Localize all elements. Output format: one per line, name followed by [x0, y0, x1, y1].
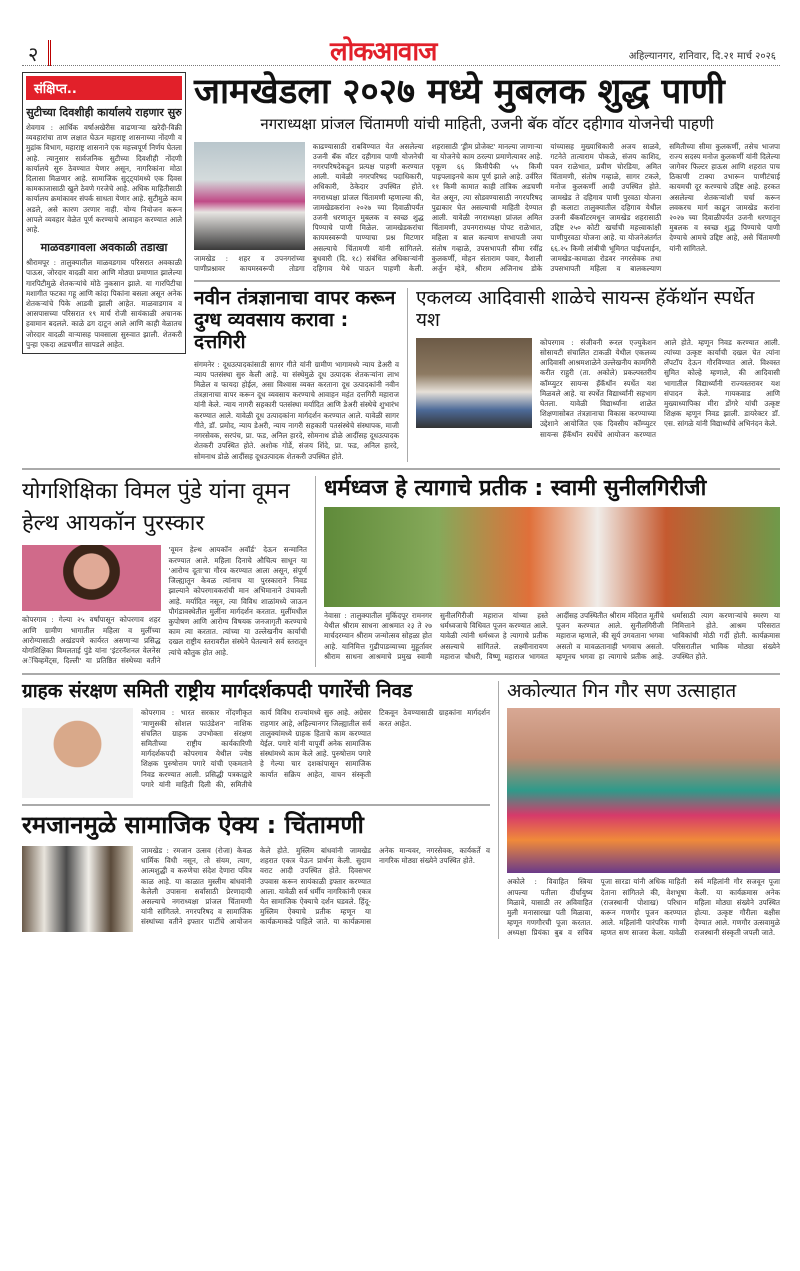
- lead-article: [194, 142, 780, 275]
- grahak-content: [22, 708, 490, 798]
- middle-section: [22, 476, 780, 667]
- brief-label: संक्षिप्त..: [26, 76, 182, 100]
- brief-body: श्रीरामपूर : तालुक्यातील माळवडगाव परिसरात अवकाळी पाऊस, जोरदार वादळी वारा आणि मोठ्या प्रमाणात झालेल्या गारपिटीमुळे शेतकऱ्यांचे मोठे नुकसान झाले. या गारपिटीचा मशागीत फटका गहू आणि कांदा पिकांना बसला असून अनेक शेतकऱ्यांचे पिके आडवी झाली आहेत. माळवाडगाव व आसपासच्या परिसरात १९ मार्च रोजी सायंकाळी अचानक हवामान बदलले. काळे ढग दाटून आले आणि काही वेळातच जोरदार वादळी वाऱ्यासह पावसाला सुरुवात झाली. शेतकरी पुन्हा एकदा अडचणीत सापडले आहेत.: [26, 258, 182, 349]
- brief-title: सुटीच्या दिवशीही कार्यालये राहणार सुरु: [26, 106, 182, 119]
- divider: [194, 280, 780, 282]
- ramzan-body: जामखेड : रमजान उत्सव (रोजा) केवळ धार्मिक विधी नसून, तो संयम, त्याग, आत्मशुद्धी व करुणेचा संदेश देणारा पवित्र काळ आहे. या काळात मुस्लीम बांधवांनी केलेली उपासना सर्वांसाठी प्रेरणादायी असल्याचे नगराध्यक्षा प्रांजल चिंतामणी यांनी सांगितले. नगरपरिषद व सामाजिक संस्थांच्या वतीने इफ्तार पार्टीचे आयोजन केले होते. मुस्लिम बांधवांनी जामखेड शहरात एकत्र येऊन प्रार्थना केली. सुदाम वराट आदी उपस्थित होते. दिवसभर उपवास करून सायंकाळी इफ्तार करण्यात आला. यावेळी सर्व धर्मीय नागरिकांनी एकत्र येत सामाजिक ऐक्याचे दर्शन घडवले. हिंदू-मुस्लिम ऐक्याचे प्रतीक म्हणून या कार्यक्रमाकडे पाहिले जाते. या कार्यक्रमास अनेक मान्यवर, नगरसेवक, कार्यकर्ते व नागरिक मोठ्या संख्येने उपस्थित होते.: [141, 845, 490, 927]
- dateline: अहिल्यानगर, शनिवार, दि.२१ मार्च २०२६: [628, 51, 776, 62]
- top-section: [22, 72, 780, 462]
- eklavya-content: [416, 338, 780, 440]
- dharma-body: नेवासा : तालुक्यातील मुकिंदपूर रामनगर येथील श्रीराम साधना आश्रमात २३ ते २७ मार्चदरम्यान श्रीराम जन्मोत्सव सोहळा होत आहे. यानिमित्त गुढीपाडव्याच्या मुहूर्तावर श्रीराम साधना आश्रमाचे प्रमुख स्वामी सुनीलगिरीजी महाराज यांच्या हस्ते धर्मध्वजाचे विधिवत पूजन करण्यात आले. यावेळी त्यांनी धर्मध्वज हे त्यागाचे प्रतीक असल्याचे सांगितले. लक्ष्मीनारायण महाराज चौधरी, विष्णू महाराज भागवत आदींसह उपस्थितीत श्रीराम मंदिरात मूर्तीचे पूजन करण्यात आले. सुनीलगिरीजी महाराज म्हणाले, की सूर्य उगवताना भगवा असतो व मावळतानाही भगवाच असतो. म्हणूनच भगवा हा त्यागाचे प्रतीक आहे. धर्मासाठी त्याग करणाऱ्यांचे स्मरण या निमित्ताने होते. आश्रम परिसरात भाविकांची मोठी गर्दी होती. कार्यक्रमास परिसरातील भाविक मोठ्या संख्येने उपस्थित होते.: [324, 611, 780, 661]
- page-number: २: [28, 40, 51, 66]
- divider: [22, 804, 490, 806]
- lead-subheadline: नगराध्यक्षा प्रांजल चिंतामणी यांची माहिती, उजनी बॅक वॉटर दहीगाव योजनेची पाहणी: [260, 115, 714, 134]
- yoga-content: [22, 545, 307, 666]
- dharma-article: [324, 476, 780, 662]
- yoga-body: कोपरगाव : गेल्या २५ वर्षांपासून कोपरगाव शहर आणि ग्रामीण भागातील महिला व मुलींच्या आरोग्यासाठी अखंडपणे कार्यरत असणाऱ्या प्रसिद्ध योगशिक्षिका विमलताई पुंडे यांना 'इंटरनॅशनल वेलनेस अॅचिव्हमेंट्स, दिल्ली' या प्रतिष्ठित संस्थेच्या वतीने 'वूमन हेल्थ आयकॉन अवॉर्ड' देऊन सन्मानित करण्यात आले. महिला दिनाचे औचित्य साधून या 'आरोग्य दूता'चा गौरव करण्यात आला असून, संपूर्ण जिल्ह्यातून केवळ त्यांनाच या पुरस्काराने निवड झाल्याने कोपरगावकरांची मान अभिमानाने उंचावली आहे. मर्यादित नसून, त्या विविध शाळांमध्ये जाऊन पौगंडावस्थेतील मुलींना मार्गदर्शन करतात. मुलींमधील कुपोषण आणि आरोग्य विषयक जनजागृती करण्याचे काम त्या करतात. त्यांच्या या उल्लेखनीय कार्याची दखल राष्ट्रीय स्तरावरील संस्थेने घेतल्याने सर्व स्तरातून त्यांचे कौतुक होत आहे.: [22, 545, 307, 666]
- lead-section: [194, 72, 780, 462]
- second-section: [194, 288, 780, 462]
- eklavya-body: कोपरगाव : संजीवनी रूरल एज्युकेशन सोसायटी संचालित टाकळी येथील एकलव्य आदिवासी आश्रमशाळेने उल्लेखनीय कामगिरी करीत राहुरी (ता. अकोले) प्रकल्पस्तरीय कॉम्प्युटर सायन्स हॅकॅथॉन स्पर्धेत यश मिळवले आहे. या स्पर्धेत विद्यार्थ्यांनी सहभाग घेतला. यावेळी विद्यार्थ्यांना शाळेत शिक्षणासोबत तंत्रज्ञानाचा विकास करण्याच्या उद्देशाने आयोजित एक दिवसीय कॉम्प्युटर सायन्स हॅकॅथॉन स्पर्धेचे आयोजन करण्यात आले होते. म्हणून निवड करण्यात आली. त्यांच्या उत्कृष्ट कार्याची दखल घेत त्यांना लॅपटॉप देऊन गौरविण्यात आले. विश्वस्त सुमित कोल्हे म्हणाले, की आदिवासी भागातील विद्यार्थ्यांनी राज्यस्तरावर यश संपादन केले. गायकवाड आणि मुख्याध्यापिका मीरा डोंगरे यांची उत्कृष्ट शिक्षक म्हणून निवड झाली. डायरेक्टर डॉ. एस. सांगळे यांनी विद्यार्थ्यांचे अभिनंदन केले.: [540, 337, 780, 439]
- yoga-article: [22, 476, 307, 667]
- dharma-headline: धर्मध्वज हे त्यागाचे प्रतीक : स्वामी सुनीलगिरीजी: [324, 475, 707, 501]
- divider: [407, 288, 408, 462]
- ramzan-headline: रमजानमुळे सामाजिक ऐक्य : चिंतामणी: [22, 811, 364, 840]
- brief-body: शेवगाव : आर्थिक वर्षाअखेरीस वाढणाऱ्या खरेदी-विक्री व्यवहारांचा ताण लक्षात घेऊन महाराष्ट्र शासनाच्या नोंदणी व मुद्रांक विभाग, महाराष्ट्र शासनाने एक महत्त्वपूर्ण निर्णय घेतला आहे. त्यानुसार सार्वजनिक सुटीच्या दिवशीही नोंदणी कार्यालये सुरु ठेवण्यात येणार असून, नागरिकांना मोठा दिलासा मिळणार आहे. सामाजिक सुट्ट्यांमध्ये एक दिवस कामकाजासाठी खुले ठेवणे गरजेचे आहे. अधिक माहितीसाठी कार्यालय क्रमांकावर संपर्क साधता येणार आहे. सुटीमुळे काम अडले, असे कारण उरणार नाही. योग्य नियोजन करून आपले व्यवहार वेळेत पूर्ण करण्याचे आवाहन करण्यात आले आहे.: [26, 123, 182, 235]
- grahak-body: कोपरगाव : भारत सरकार नोंदणीकृत 'माणुसकी सोशल फाउंडेशन' नाशिक संचलित ग्राहक उपभोक्ता संरक्षण समितीच्या राष्ट्रीय कार्यकारिणी मार्गदर्शकपदी कोपरगाव येथील ज्येष्ठ शिक्षक पुरुषोत्तम पगारे यांची एकमताने निवड करण्यात आली. प्रसिद्धी पत्रकाद्वारे पगारे यांनी माहिती दिली की, समितीचे कार्य विविध राज्यांमध्ये सुरु आहे. अग्रेसर राहणार आहे, अहिल्यानगर जिल्ह्यातील सर्व तालुक्यांमध्ये ग्राहक हिताचे काम करण्यात येईल. पगारे यांनी यापूर्वी अनेक सामाजिक संस्थांमध्ये काम केले आहे. पुरुषोत्तम पगारे हे गेल्या चार दशकांपासून सामाजिक कार्यात सक्रिय आहेत, वाचन संस्कृती टिकवून ठेवण्यासाठी ग्राहकांना मार्गदर्शन करत आहेत.: [141, 708, 490, 789]
- brief-box: [22, 72, 186, 354]
- yoga-headline: योगशिक्षिका विमल पुंडे यांना वूमन हेल्थ आयकॉन पुरस्कार: [22, 478, 290, 536]
- dairy-article: [194, 288, 399, 462]
- bottom-left: [22, 681, 490, 932]
- brief-title: माळवडगावला अवकाळी तडाखा: [40, 241, 168, 255]
- grahak-photo: [22, 708, 133, 798]
- lead-photo: [194, 142, 305, 250]
- ramzan-content: [22, 846, 490, 932]
- dharma-photo: [324, 507, 780, 607]
- akole-photo: [507, 708, 780, 873]
- divider: [22, 673, 780, 675]
- ramzan-photo: [22, 846, 133, 932]
- dairy-headline: नवीन तंत्रज्ञानाचा वापर करून दुग्ध व्यवसाय करावा : दत्तगिरी: [194, 287, 396, 353]
- grahak-headline: ग्राहक संरक्षण समिती राष्ट्रीय मार्गदर्शकपदी पगारेंची निवड: [22, 679, 413, 702]
- lead-body: जामखेड : शहर व उपनगरांच्या पाणीप्रश्नावर कायमस्वरूपी तोडगा काढण्यासाठी राबविण्यात येत असलेल्या उजनी बॅक वॉटर दहीगाव पाणी योजनेची नगरपरिषदेकडून प्रत्यक्ष पाहणी करण्यात आली. यावेळी नगरपरिषद पदाधिकारी, अधिकारी, ठेकेदार उपस्थित होते. नगराध्यक्षा प्रांजल चिंतामणी म्हणाल्या की, जामखेडकरांना २०२७ च्या दिवाळीपर्यंत उजनी धरणातून मुबलक व स्वच्छ शुद्ध पिण्याचे पाणी मिळेल. जामखेडकरांचा कायमस्वरूपी पाण्याचा प्रश्न मिटणार असल्याचे चिंतामणी यांनी सांगितले. बुधवारी (दि. १८) संबंधित अधिकाऱ्यांनी दहिगाव येथे पाऊन पाहणी केली. शहरासाठी 'ड्रीम प्रोजेक्ट' मानल्या जाणाऱ्या या योजनेचे काम ठरल्या प्रमाणेत्यावर आहे. एकूण ६६ किमीपैकी ५५ किमी पाइपलाइनचे काम पूर्ण झाले आहे. उर्वरित ११ किमी कामात काही तांत्रिक अडचणी येत असून, त्या सोडवण्यासाठी नगरपरिषद पुढाकार घेत असल्याची माहिती देण्यात आली. यावेळी नगराध्यक्षा प्रांजल अमित चिंतामणी, उपनगराध्यक्ष पोपट राळेभात, महिला व बाल कल्याण सभापती जया संतोष गव्हाळे, उपसभापती सीमा रवींद्र कुलकर्णी, मोहन संताराम पवार, वैशाली अर्जुन म्हेत्रे, श्रीराम अजिनाथ डोके यांच्यासह मुख्याधिकारी अजय साळवे, गटनेते तात्याराम पोकळे, संजय काशिद, पवन राळेभात, प्रवीण चोरडिया, अमित चिंतामणी, संतोष गव्हाळे, सागर टकले, मनोज कुलकर्णी आदी उपस्थित होते. जामखेड ते दहिगाव पाणी पुरवठा योजना ही कलाटा तालुक्यातील दहिगाव येथील उजनी बॅकवॉटरमधून जामखेड शहरासाठी उद्दिष्ट २५० कोटी खर्चाची महत्त्वाकांक्षी पाणीपुरवठा योजना आहे. या योजनेअंतर्गत ६६.२५ किमी लांबीची भूमिगत पाईपलाईन, जामखेड-कामाळा रोडवर नगरसेवक तथा उपसभापती महिला व बालकल्याण समितीच्या सीमा कुलकर्णी, तसेच भाजपा राज्य सदस्य मनोज कुलकर्णी यांनी दिलेल्या जागेवर फिल्टर हाऊस आणि शहरात पाच ठिकाणी टाक्या उभारून पाणीटंचाई कायमची दूर करण्याचे उद्दिष्ट आहे. हरकत असलेल्या शेतकऱ्यांशी चर्चा करून लवकरच मार्ग काढून जामखेड करांना २०२७ च्या दिवाळीपर्यंत उजनी धरणातून मुबलक व स्वच्छ शुद्ध पिण्याचे पाणी देण्याचे आमचे उद्दिष्ट आहे, असे चिंतामणी यांनी सांगितले.: [194, 141, 780, 273]
- eklavya-headline: एकलव्य आदिवासी शाळेचे सायन्स हॅकॅथॉन स्पर्धेत यश: [416, 287, 755, 331]
- akole-headline: अकोल्यात गिन गौर सण उत्साहात: [507, 679, 737, 702]
- newspaper-logo: लोकआवाज: [330, 37, 437, 67]
- akole-article: [507, 681, 780, 939]
- eklavya-photo: [416, 338, 532, 428]
- divider: [498, 681, 499, 939]
- lead-headline: जामखेडला २०२७ मध्ये मुबलक शुद्ध पाणी: [194, 72, 725, 112]
- akole-body: अकोले : विवाहित स्त्रिया आपल्या पतीला दीर्घायुष्य मिळावे, यासाठी तर अविवाहित मुली मनासारखा पती मिळावा, म्हणून गणगौरची पूजा करतात. अध्यक्षा प्रियंका बुब व सचिव पूजा सारडा यांनी अधिक माहिती देताना सांगितले की, वेशभूषा (राजस्थानी पोशाख) परिधान करून गणगौर पूजन करण्यात आले. महिलांनी पारंपरिक गाणी म्हणत सण साजरा केला. यावेळी सर्व महिलांनी गौर सजवून पूजा केली. या कार्यक्रमास अनेक महिला मोठ्या संख्येने उपस्थित होत्या. उत्कृष्ट गौरीला बक्षीस देण्यात आले. गणगौर उत्सवामुळे राजस्थानी संस्कृती जपली जाते.: [507, 877, 780, 938]
- eklavya-article: [416, 288, 780, 440]
- masthead: [22, 0, 780, 66]
- divider: [22, 468, 780, 470]
- dairy-body: संगमनेर : दूधउत्पादकांसाठी सागर गीते यांनी ग्रामीण भागामध्ये न्याय डेअरी व न्याय पतसंस्था सुरु केली आहे. या संस्थेमुळे दूध उत्पादक शेतकऱ्यांना लाभ मिळेल व फायदा होईल, असा विश्वास व्यक्त करताना दूध उत्पादकांनी नवीन तंत्रज्ञानाचा वापर करून दूध व्यवसाय करण्याचे आवाहन महंत दत्तगिरी महाराज यांनी केले. न्याय नागरी सहकारी पतसंस्था मर्यादित आणि डेअरी संस्थेचे शुभारंभ करण्यात आले. यावेळी दूध उत्पादकांना मार्गदर्शन करण्यात आले. यावेळी सागर गीते, डॉ. प्रमोद, न्याय डेअरी, न्याय नागरी सहकारी पतसंस्थेचे संस्थापक, माजी नगरसेवक, सरपंच, प्रा. फड, अनिल हारदे, सोमनाथ डोळे आदींसह दूधउत्पादक शेतकरी उपस्थित होते. अशोक गोर्डे, संजय शिंदे, प्रा. फड, अनिल हारदे, सोमनाथ डोळे आदींसह दूधउत्पादक शेतकरी उपस्थित होते.: [194, 359, 399, 461]
- yoga-photo: [22, 545, 161, 611]
- divider: [315, 476, 316, 667]
- bottom-section: [22, 681, 780, 939]
